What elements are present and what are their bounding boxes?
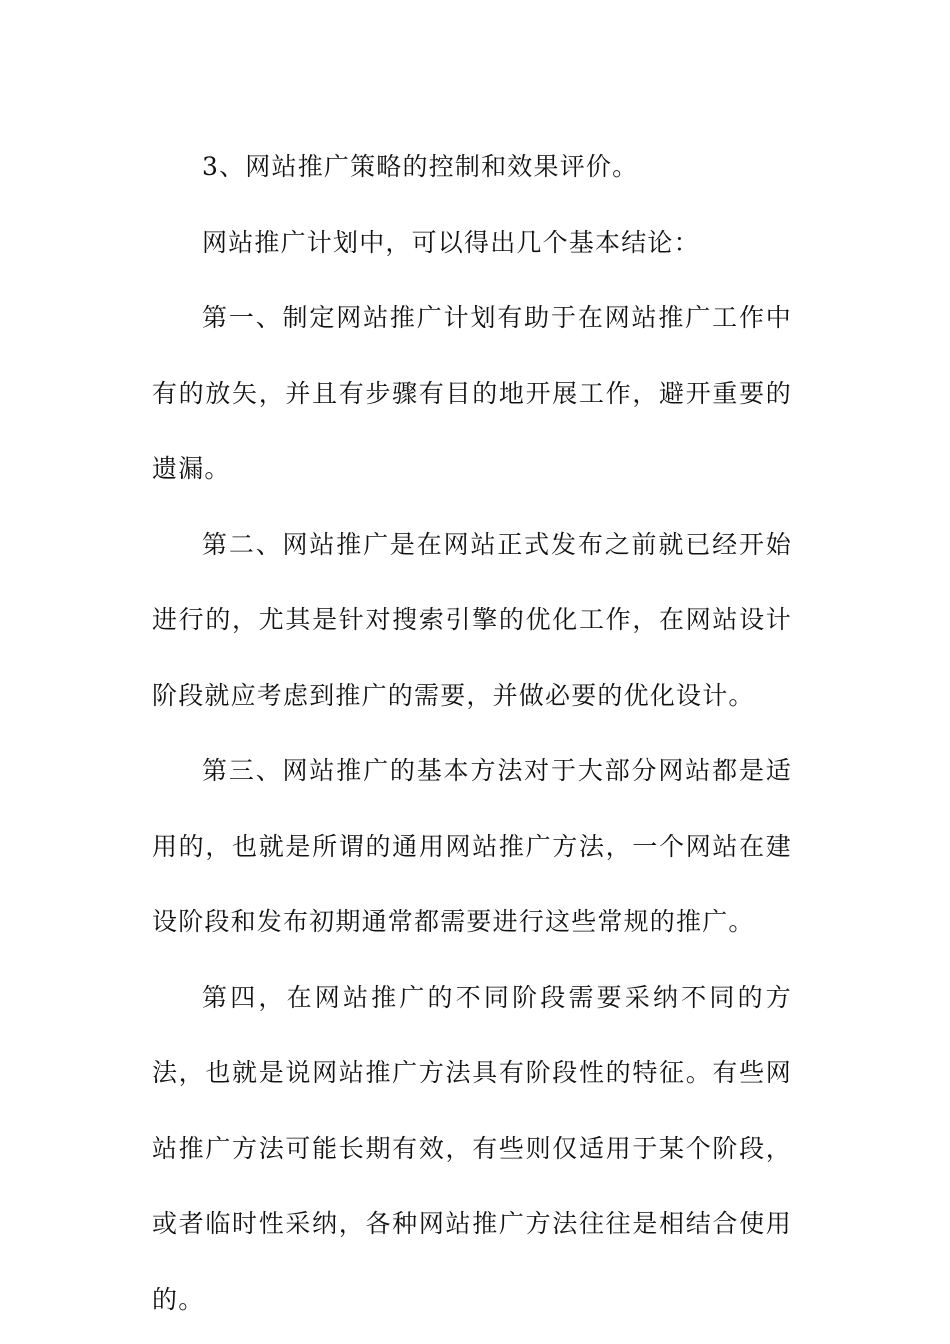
paragraph-conclusion-first: 第一、制定网站推广计划有助于在网站推广工作中有的放矢，并且有步骤有目的地开展工作，避开重要的遗漏。	[152, 303, 792, 483]
paragraph-conclusions-intro: 网站推广计划中，可以得出几个基本结论：	[202, 227, 700, 257]
paragraph-conclusion-second: 第二、网站推广是在网站正式发布之前就已经开始进行的，尤其是针对搜索引擎的优化工作，在网站设计阶段就应考虑到推广的需要，并做必要的优化设计。	[152, 529, 792, 710]
paragraph-conclusion-third: 第三、网站推广的基本方法对于大部分网站都是适用的，也就是所谓的通用网站推广方法，一个网站在建设阶段和发布初期通常都需要进行这些常规的推广。	[152, 756, 792, 936]
paragraph-conclusion-fourth: 第四，在网站推广的不同阶段需要采纳不同的方法，也就是说网站推广方法具有阶段性的特征。有些网站推广方法可能长期有效，有些则仅适用于某个阶段，或者临时性采纳，各种网站推广方法往往是相结合使用的。	[152, 982, 792, 1314]
document-body	[152, 129, 792, 1337]
paragraph-strategy-control: 3、网站推广策略的控制和效果评价。	[202, 152, 639, 181]
